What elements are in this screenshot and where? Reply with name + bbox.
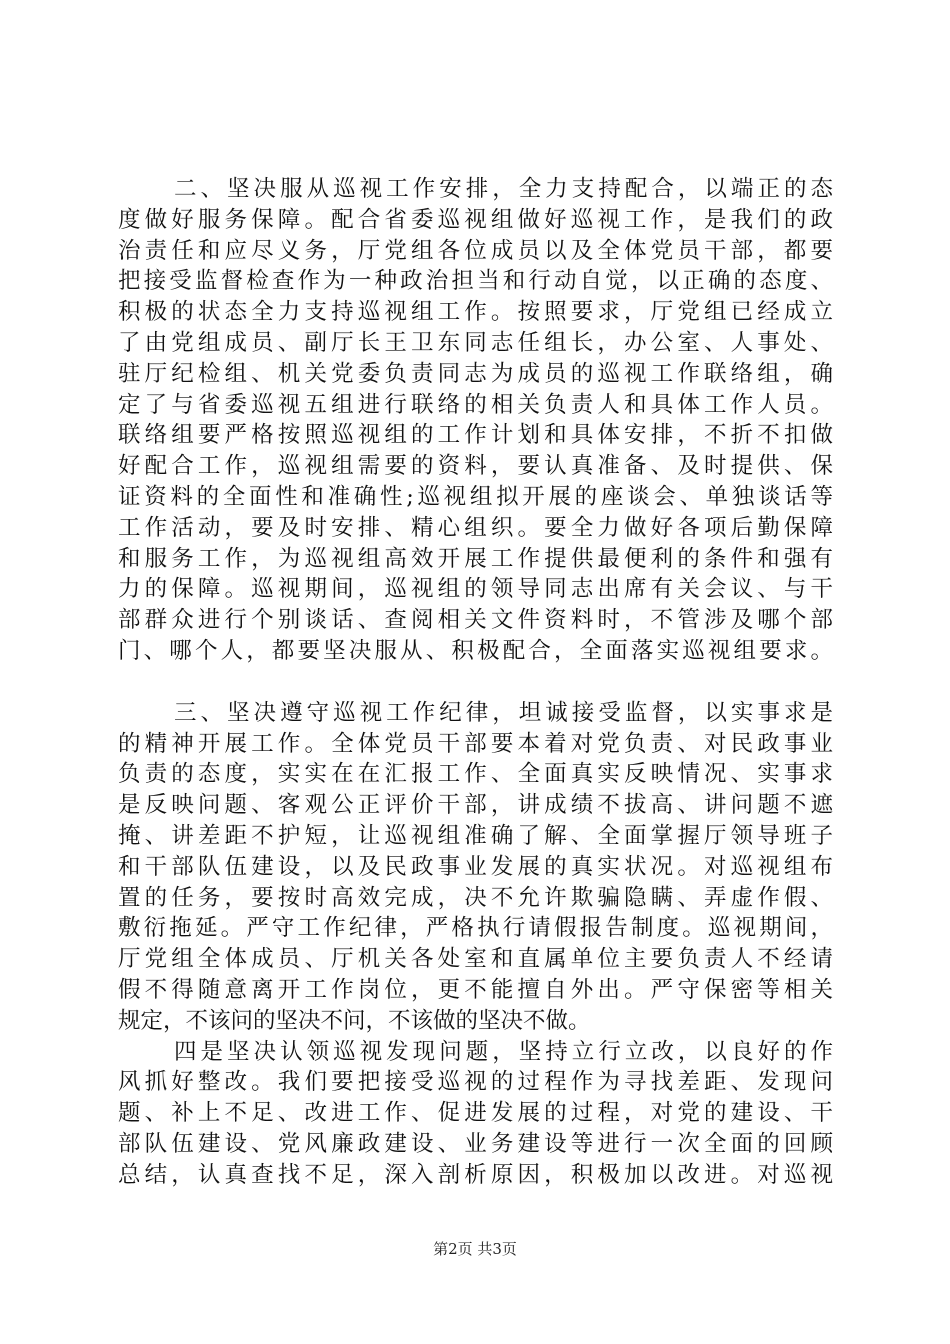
paragraph-line: 证资料的全面性和准确性;巡视组拟开展的座谈会、单独谈话等 xyxy=(118,483,833,510)
paragraph-line: 治责任和应尽义务，厅党组各位成员以及全体党员干部，都要 xyxy=(118,237,833,264)
paragraph-line: 规定，不该问的坚决不问，不该做的坚决不做。 xyxy=(118,1007,591,1034)
paragraph-line: 总结，认真查找不足，深入剖析原因，积极加以改进。对巡视 xyxy=(118,1161,833,1188)
paragraph-line: 二、坚决服从巡视工作安排，全力支持配合，以端正的态 xyxy=(174,176,833,202)
document-body xyxy=(118,174,833,1191)
paragraph-line: 门、哪个人，都要坚决服从、积极配合，全面落实巡视组要求。 xyxy=(118,637,833,664)
paragraph-line: 积极的状态全力支持巡视组工作。按照要求，厅党组已经成立 xyxy=(118,299,833,326)
paragraph-line: 置的任务，要按时高效完成，决不允许欺骗隐瞒、弄虚作假、 xyxy=(118,884,833,911)
paragraph-line: 厅党组全体成员、厅机关各处室和直属单位主要负责人不经请 xyxy=(118,946,833,973)
paragraph-line: 定了与省委巡视五组进行联络的相关负责人和具体工作人员。 xyxy=(118,391,833,418)
paragraph-line: 部队伍建设、党风廉政建设、业务建设等进行一次全面的回顾 xyxy=(118,1130,833,1157)
paragraph-line: 部群众进行个别谈话、查阅相关文件资料时，不管涉及哪个部 xyxy=(118,607,833,634)
paragraph-4 xyxy=(118,1037,833,1191)
paragraph-line: 好配合工作，巡视组需要的资料，要认真准备、及时提供、保 xyxy=(118,453,833,480)
paragraph-line: 四是坚决认领巡视发现问题，坚持立行立改，以良好的作 xyxy=(174,1038,833,1065)
paragraph-line: 假不得随意离开工作岗位，更不能擅自外出。严守保密等相关 xyxy=(118,976,833,1003)
paragraph-line: 的精神开展工作。全体党员干部要本着对党负责、对民政事业 xyxy=(118,730,833,757)
paragraph-line: 联络组要严格按照巡视组的工作计划和具体安排，不折不扣做 xyxy=(118,422,833,449)
paragraph-line: 度做好服务保障。配合省委巡视组做好巡视工作，是我们的政 xyxy=(118,206,833,233)
paragraph-line: 题、补上不足、改进工作、促进发展的过程，对党的建设、干 xyxy=(118,1100,833,1127)
paragraph-line: 和服务工作，为巡视组高效开展工作提供最便利的条件和强有 xyxy=(118,545,833,572)
paragraph-line: 敷衍拖延。严守工作纪律，严格执行请假报告制度。巡视期间， xyxy=(118,915,833,942)
paragraph-line: 把接受监督检查作为一种政治担当和行动自觉，以正确的态度、 xyxy=(118,268,833,295)
paragraph-spacer xyxy=(118,667,833,698)
paragraph-2 xyxy=(118,174,833,667)
paragraph-line: 了由党组成员、副厅长王卫东同志任组长，办公室、人事处、 xyxy=(118,329,833,356)
paragraph-line: 是反映问题、客观公正评价干部，讲成绩不拔高、讲问题不遮 xyxy=(118,792,833,819)
paragraph-line: 工作活动，要及时安排、精心组织。要全力做好各项后勤保障 xyxy=(118,514,833,541)
page-number-footer: 第2页 共3页 xyxy=(433,1240,517,1258)
paragraph-3 xyxy=(118,698,833,1037)
paragraph-line: 力的保障。巡视期间，巡视组的领导同志出席有关会议、与干 xyxy=(118,576,833,603)
paragraph-line: 掩、讲差距不护短，让巡视组准确了解、全面掌握厅领导班子 xyxy=(118,822,833,849)
paragraph-line: 驻厅纪检组、机关党委负责同志为成员的巡视工作联络组，确 xyxy=(118,360,833,387)
paragraph-line: 负责的态度，实实在在汇报工作、全面真实反映情况、实事求 xyxy=(118,761,833,788)
paragraph-line: 和干部队伍建设，以及民政事业发展的真实状况。对巡视组布 xyxy=(118,853,833,880)
paragraph-line: 风抓好整改。我们要把接受巡视的过程作为寻找差距、发现问 xyxy=(118,1069,833,1096)
paragraph-line: 三、坚决遵守巡视工作纪律，坦诚接受监督，以实事求是 xyxy=(174,699,833,726)
